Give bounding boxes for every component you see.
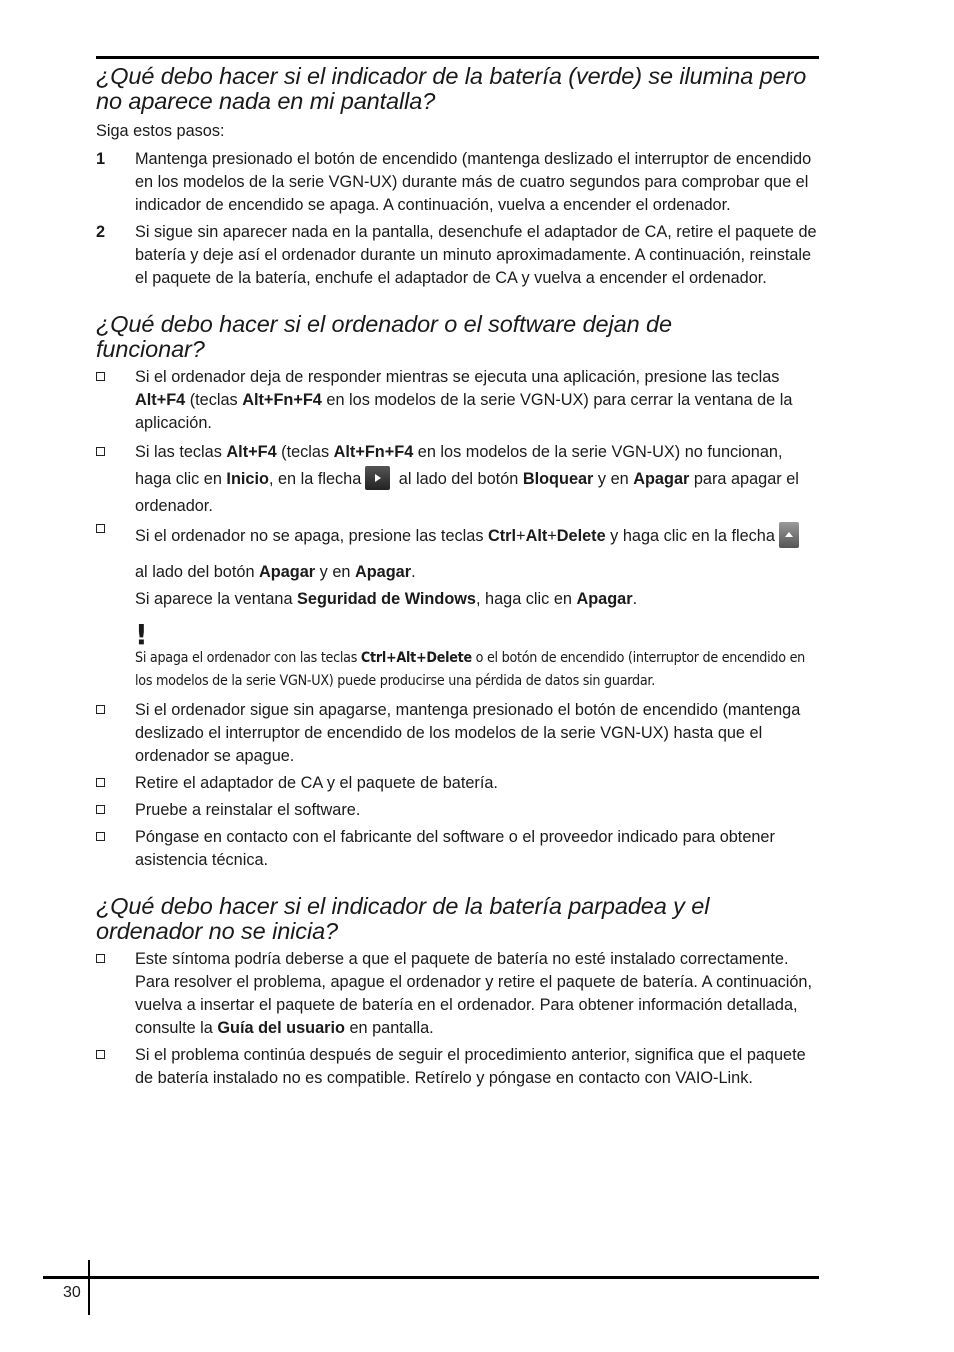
item-text: en pantalla. <box>344 1019 434 1037</box>
item-line-2 <box>135 588 820 611</box>
item-text: , haga clic en <box>476 590 577 608</box>
item-text: Si el ordenador deja de responder mientras se ejecuta una aplicación, presione las teclas <box>135 368 780 386</box>
top-rule <box>96 56 819 59</box>
item-text: y en <box>593 470 634 488</box>
section2-list <box>96 366 820 872</box>
note-text <box>135 647 819 693</box>
key-label: Alt <box>525 527 548 545</box>
item-text: en los modelos de la serie VGN-UX) para cerrar la ventana de la aplicación. <box>135 391 793 432</box>
checkbox-bullet-icon <box>96 447 105 456</box>
checkbox-bullet-icon <box>96 524 105 533</box>
warning-icon: ! <box>135 618 148 651</box>
key-label: Alt+Fn+F4 <box>333 443 414 461</box>
checkbox-bullet-icon <box>96 778 105 787</box>
button-label: Apagar <box>354 563 412 581</box>
key-label: Ctrl+Alt+Delete <box>360 650 472 666</box>
item-text: al lado del botón <box>135 563 260 581</box>
button-label: Apagar <box>259 563 316 581</box>
list-item <box>96 1044 820 1090</box>
step-1 <box>96 148 820 217</box>
item-text: Si el ordenador no se apaga, presione las teclas <box>135 527 488 545</box>
item-text: + <box>516 527 526 545</box>
key-label: Alt+Fn+F4 <box>242 391 322 409</box>
item-text: , en la flecha <box>268 470 362 488</box>
button-label: Apagar <box>633 470 690 488</box>
step-2 <box>96 221 820 290</box>
item-text: (teclas <box>185 391 243 409</box>
step-text: Mantenga presionado el botón de encendido (mantenga deslizado el interruptor de encendido en los modelos de la serie VGN-UX) durante más de cuatro segundos para comprobar que el indicador de encendido se apaga. A continuación, vuelva a encender el ordenador. <box>135 150 812 214</box>
section2-heading: ¿Qué debo hacer si el ordenador o el software dejan de funcionar? <box>96 311 672 362</box>
list-item <box>96 772 820 795</box>
arrow-right-button-icon <box>365 466 390 490</box>
item-text: Si las teclas <box>135 443 227 461</box>
step-number: 1 <box>96 150 106 168</box>
section1-heading: ¿Qué debo hacer si el indicador de la batería (verde) se ilumina pero no aparece nada en mi pantalla? <box>96 63 807 114</box>
item-line-1 <box>135 518 820 590</box>
menu-label: Inicio <box>226 470 269 488</box>
list-item <box>96 699 820 768</box>
arrow-up-button-icon <box>779 522 799 548</box>
section3-heading: ¿Qué debo hacer si el indicador de la batería parpadea y el ordenador no se inicia? <box>96 893 710 944</box>
item-text: (teclas <box>276 443 334 461</box>
checkbox-bullet-icon <box>96 954 105 963</box>
list-item <box>96 948 820 1040</box>
list-item <box>96 518 820 693</box>
item-text: Pruebe a reinstalar el software. <box>135 801 361 819</box>
checkbox-bullet-icon <box>96 705 105 714</box>
note-text-part: Si apaga el ordenador con las teclas <box>135 650 361 666</box>
page-content <box>96 64 820 1090</box>
checkbox-bullet-icon <box>96 1050 105 1059</box>
item-text: + <box>547 527 557 545</box>
item-text: Retire el adaptador de CA y el paquete de batería. <box>135 774 498 792</box>
item-text: Si el problema continúa después de seguir el procedimiento anterior, significa que el paquete de batería instalado no es compatible. Retírelo y póngase en contacto con VAIO-Link. <box>135 1046 806 1087</box>
list-item <box>96 366 820 435</box>
note-text-part: o el botón de encendido (interruptor de encendido en los modelos de la serie VGN-UX) puede producirse una pérdida de datos sin guardar. <box>135 650 805 689</box>
section1-intro: Siga estos pasos: <box>96 122 225 140</box>
warning-note <box>135 618 820 693</box>
window-name: Seguridad de Windows <box>297 590 476 608</box>
guide-name: Guía del usuario <box>217 1019 345 1037</box>
checkbox-bullet-icon <box>96 805 105 814</box>
item-text: Si el ordenador sigue sin apagarse, mantenga presionado el botón de encendido (mantenga deslizado el interruptor de encendido de los modelos de la serie VGN-UX) hasta que el ordenador se apague. <box>135 701 801 765</box>
key-label: Ctrl <box>488 527 517 545</box>
button-label: Bloquear <box>522 470 594 488</box>
footer-rule <box>43 1276 819 1279</box>
page-number: 30 <box>63 1284 81 1301</box>
item-text: Este síntoma podría deberse a que el paquete de batería no esté instalado correctamente. Para resolver el problema, apague el ordenador y retire el paquete de batería. A continuación, vuelva a insertar el paquete de batería en el ordenador. Para obtener información detallada, consulte la <box>135 950 813 1037</box>
item-text: Póngase en contacto con el fabricante del software o el proveedor indicado para obtener asistencia técnica. <box>135 828 775 869</box>
section1-steps <box>96 148 820 290</box>
key-label: Alt+F4 <box>226 443 277 461</box>
item-text: al lado del botón <box>394 470 523 488</box>
list-item <box>96 439 820 520</box>
key-label: Delete <box>556 527 606 545</box>
list-item <box>96 799 820 822</box>
list-item <box>96 826 820 872</box>
section3-list <box>96 948 820 1090</box>
key-label: Alt+F4 <box>135 391 186 409</box>
footer-divider <box>88 1260 90 1315</box>
step-text: Si sigue sin aparecer nada en la pantalla, desenchufe el adaptador de CA, retire el paquete de batería y deje así el ordenador durante un minuto aproximadamente. A continuación, reinstale el paquete de la batería, enchufe el adaptador de CA y vuelva a encender el ordenador. <box>135 223 817 287</box>
item-text: y haga clic en la flecha <box>605 527 775 545</box>
item-text: Si aparece la ventana <box>135 590 298 608</box>
item-text: . <box>632 590 638 608</box>
step-number: 2 <box>96 223 106 241</box>
button-label: Apagar <box>576 590 633 608</box>
item-text: para apagar el ordenador. <box>135 470 799 515</box>
item-text: en los modelos de la serie VGN-UX) no funcionan, haga clic en <box>135 443 783 488</box>
item-text: y en <box>315 563 355 581</box>
checkbox-bullet-icon <box>96 832 105 841</box>
checkbox-bullet-icon <box>96 372 105 381</box>
item-text: . <box>411 563 416 581</box>
